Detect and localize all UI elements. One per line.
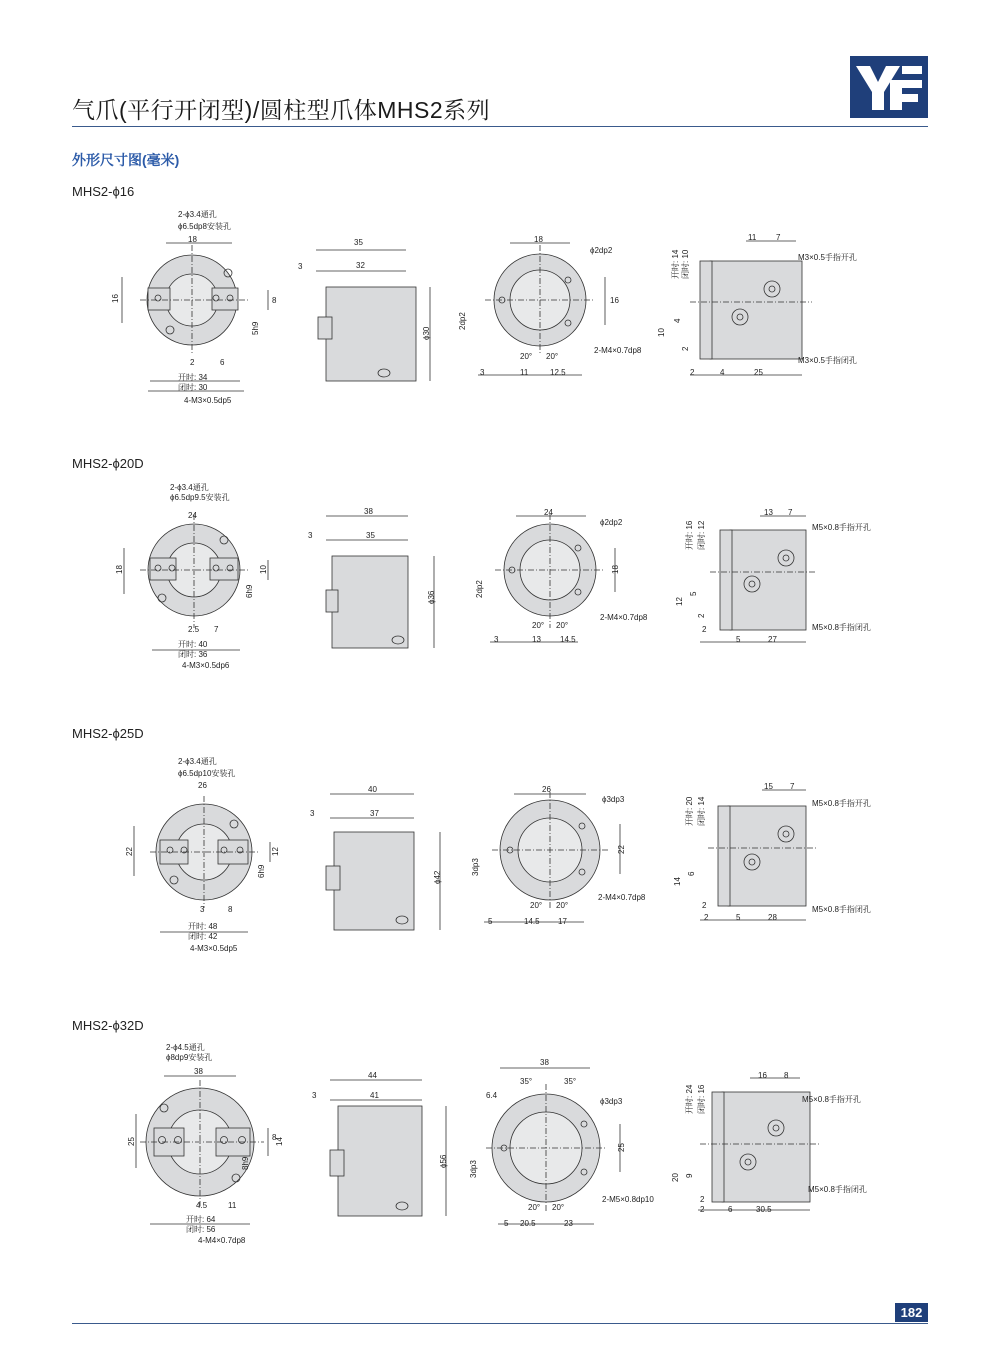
rear-view <box>478 243 605 375</box>
dimension-label: 6 <box>220 358 225 367</box>
dimension-label: ϕ2dp2 <box>590 246 613 255</box>
dimension-label: 20° <box>520 352 533 361</box>
dimension-label: 2 <box>690 368 695 377</box>
dimension-label: ϕ42 <box>433 870 442 884</box>
dimension-label: 20° <box>556 901 569 910</box>
dimension-label: 3 <box>200 905 205 914</box>
model-label: MHS2-ϕ16 <box>72 184 135 199</box>
dimension-label: 18 <box>534 235 543 244</box>
dimension-label: ϕ56 <box>439 1154 448 1168</box>
dimension-label: 4-M3×0.5dp5 <box>184 396 232 405</box>
dimension-label: M3×0.5手指开孔 <box>798 253 857 262</box>
dimension-label: 2 <box>702 625 707 634</box>
dimension-label: 2 <box>700 1195 705 1204</box>
dimension-label: M3×0.5手指闭孔 <box>798 356 857 365</box>
dimension-label: ϕ6.5dp10安装孔 <box>178 769 236 778</box>
dimension-label: 2dp2 <box>458 312 467 330</box>
dimension-label: 20° <box>528 1203 541 1212</box>
dimension-label: 2 <box>704 913 709 922</box>
dimension-label: 41 <box>370 1091 379 1100</box>
dimension-label: 8 <box>784 1071 789 1080</box>
dimension-label: 4-M3×0.5dp5 <box>190 944 238 953</box>
dimension-label: 开时: 24 <box>685 1084 694 1114</box>
dimension-label: 16 <box>610 296 619 305</box>
dimension-label: 7 <box>790 782 795 791</box>
dimension-label: 闭时: 10 <box>681 249 690 279</box>
dimension-label: 2-ϕ3.4通孔 <box>178 757 217 766</box>
dimension-label: M5×0.8手指开孔 <box>812 799 871 808</box>
dimension-label: 闭时: 36 <box>178 650 208 659</box>
dimension-label: 3 <box>298 262 303 271</box>
page-title: 气爪(平行开闭型)/圆柱型爪体MHS2系列 <box>72 97 491 123</box>
dimension-label: 5 <box>736 913 741 922</box>
dimension-label: 11 <box>228 1201 237 1210</box>
model-label: MHS2-ϕ25D <box>72 726 144 741</box>
dimension-label: 14 <box>673 877 682 886</box>
dimension-label: 11 <box>748 233 757 242</box>
side-view <box>330 1080 446 1216</box>
dimension-label: 10 <box>657 328 666 337</box>
dimension-label: 20° <box>532 621 545 630</box>
dimension-label: 6 <box>687 871 696 876</box>
end-view <box>690 241 812 375</box>
dimension-label: 3 <box>312 1091 317 1100</box>
dimension-label: 26 <box>198 781 207 790</box>
dimension-label: 闭时: 56 <box>186 1225 216 1234</box>
dimension-label: 7 <box>214 625 219 634</box>
dimension-label: M5×0.8手指闭孔 <box>812 905 871 914</box>
dimension-label: 2-ϕ4.5通孔 <box>166 1043 205 1052</box>
dimension-label: 2 <box>681 346 690 351</box>
dimension-label: 5 <box>736 635 741 644</box>
dimension-label: 14.5 <box>560 635 576 644</box>
dimension-label: 14.5 <box>524 917 540 926</box>
dimension-label: 20° <box>530 901 543 910</box>
dimension-label: 7 <box>788 508 793 517</box>
dimension-label: 12 <box>675 597 684 606</box>
dimension-label: 4.5 <box>196 1201 208 1210</box>
dimension-label: 3dp3 <box>471 858 480 876</box>
dimension-label: 8 <box>272 1133 277 1142</box>
dimension-label: 38 <box>540 1058 549 1067</box>
dimension-label: 4 <box>673 318 682 323</box>
dimension-label: 28 <box>768 913 777 922</box>
dimension-label: 闭时: 16 <box>697 1084 706 1114</box>
dimension-label: 2-ϕ3.4通孔 <box>170 483 209 492</box>
side-view <box>316 250 430 381</box>
dimension-label: 2 <box>700 1205 705 1214</box>
drawing-mhs2-16 <box>100 205 940 410</box>
dimension-label: ϕ30 <box>422 326 431 340</box>
dimension-label: 27 <box>768 635 777 644</box>
dimension-label: 32 <box>356 261 365 270</box>
end-view <box>700 790 816 920</box>
dimension-label: M5×0.8手指闭孔 <box>808 1185 867 1194</box>
drawing-mhs2-25d <box>100 752 940 962</box>
dimension-label: 12 <box>271 847 280 856</box>
dimension-label: 25 <box>617 1143 626 1152</box>
dimension-label: 2 <box>697 613 706 618</box>
dimension-label: M5×0.8手指开孔 <box>802 1095 861 1104</box>
dimension-label: 开时: 34 <box>178 373 208 382</box>
page-number: 182 <box>895 1303 928 1322</box>
brand-logo <box>850 56 928 118</box>
dimension-label: 35° <box>564 1077 577 1086</box>
dimension-label: ϕ36 <box>427 590 436 604</box>
dimension-label: ϕ3dp3 <box>600 1097 623 1106</box>
section-subtitle: 外形尺寸图(毫米) <box>72 152 180 168</box>
dimension-label: 16 <box>758 1071 767 1080</box>
dimension-label: 开时: 16 <box>685 520 694 550</box>
dimension-label: 3 <box>308 531 313 540</box>
dimension-label: 10 <box>259 565 268 574</box>
dimension-label: 8 <box>228 905 233 914</box>
dimension-label: 闭时: 14 <box>697 796 706 826</box>
dimension-label: 开时: 20 <box>685 796 694 826</box>
dimension-label: 35 <box>366 531 375 540</box>
dimension-label: 2-M4×0.7dp8 <box>594 346 642 355</box>
dimension-label: 2-M5×0.8dp10 <box>602 1195 654 1204</box>
end-view <box>700 516 816 642</box>
dimension-label: 18 <box>611 565 620 574</box>
dimension-label: 35 <box>354 238 363 247</box>
dimension-label: 2-M4×0.7dp8 <box>600 613 648 622</box>
side-view <box>326 794 440 930</box>
dimension-label: 35° <box>520 1077 533 1086</box>
dimension-label: 闭时: 12 <box>697 520 706 550</box>
dimension-label: 2-ϕ3.4通孔 <box>178 210 217 219</box>
dimension-label: 2 <box>190 358 195 367</box>
dimension-label: 2-M4×0.7dp8 <box>598 893 646 902</box>
dimension-label: 24 <box>544 508 553 517</box>
dimension-label: 20 <box>671 1173 680 1182</box>
dimension-label: 17 <box>558 917 567 926</box>
dimension-label: 40 <box>368 785 377 794</box>
dimension-label: 13 <box>764 508 773 517</box>
dimension-label: 闭时: 42 <box>188 932 218 941</box>
dimension-label: 5 <box>689 591 698 596</box>
model-label: MHS2-ϕ32D <box>72 1018 144 1033</box>
dimension-label: 38 <box>194 1067 203 1076</box>
dimension-label: 20° <box>556 621 569 630</box>
dimension-label: ϕ6.5dp8安装孔 <box>178 222 231 231</box>
dimension-label: 15 <box>764 782 773 791</box>
dimension-label: 7 <box>776 233 781 242</box>
dimension-label: 20.5 <box>520 1219 536 1228</box>
dimension-label: 开时: 14 <box>671 249 680 279</box>
dimension-label: 3dp3 <box>469 1160 478 1178</box>
dimension-label: ϕ3dp3 <box>602 795 625 804</box>
model-label: MHS2-ϕ20D <box>72 456 144 471</box>
dimension-label: 20° <box>552 1203 565 1212</box>
dimension-label: 6h9 <box>257 864 266 878</box>
dimension-label: 8h9 <box>241 1156 250 1170</box>
dimension-label: ϕ6.5dp9.5安装孔 <box>170 493 230 502</box>
dimension-label: 23 <box>564 1219 573 1228</box>
dimension-label: 5 <box>488 917 493 926</box>
dimension-label: 4-M4×0.7dp8 <box>198 1236 246 1245</box>
rear-view <box>490 514 615 642</box>
dimension-label: 6 <box>728 1205 733 1214</box>
dimension-label: 16 <box>111 294 120 303</box>
dimension-label: 5 <box>504 1219 509 1228</box>
front-view <box>122 243 268 391</box>
side-view <box>326 516 434 648</box>
dimension-label: 2.5 <box>188 625 200 634</box>
dimension-label: 44 <box>368 1071 377 1080</box>
dimension-label: 37 <box>370 809 379 818</box>
dimension-label: 2 <box>702 901 707 910</box>
dimension-label: 闭时: 30 <box>178 383 208 392</box>
dimension-label: 14 <box>275 1137 284 1146</box>
dimension-label: 开时: 40 <box>178 640 208 649</box>
dimension-label: 25 <box>754 368 763 377</box>
dimension-label: 25 <box>127 1137 136 1146</box>
dimension-label: 6.4 <box>486 1091 498 1100</box>
dimension-label: 4 <box>720 368 725 377</box>
dimension-label: ϕ8dp9安装孔 <box>166 1053 213 1062</box>
dimension-label: 3 <box>480 368 485 377</box>
dimension-label: 4-M3×0.5dp6 <box>182 661 230 670</box>
dimension-label: 3 <box>310 809 315 818</box>
rear-view <box>486 1068 620 1224</box>
dimension-label: 22 <box>617 845 626 854</box>
dimension-label: 2dp2 <box>475 580 484 598</box>
dimension-label: 9 <box>685 1173 694 1178</box>
dimension-label: 26 <box>542 785 551 794</box>
dimension-label: 开时: 48 <box>188 922 218 931</box>
dimension-label: 38 <box>364 507 373 516</box>
dimension-label: 24 <box>188 511 197 520</box>
dimension-label: 8 <box>272 296 277 305</box>
dimension-label: 20° <box>546 352 559 361</box>
dimension-label: 13 <box>532 635 541 644</box>
dimension-label: 18 <box>188 235 197 244</box>
dimension-label: 5h9 <box>251 321 260 335</box>
dimension-label: 开时: 64 <box>186 1215 216 1224</box>
dimension-label: 11 <box>520 368 529 377</box>
dimension-label: 30.5 <box>756 1205 772 1214</box>
dimension-label: M5×0.8手指闭孔 <box>812 623 871 632</box>
drawing-mhs2-20d <box>100 478 940 678</box>
dimension-label: 6h9 <box>245 584 254 598</box>
dimension-label: ϕ2dp2 <box>600 518 623 527</box>
dimension-label: 18 <box>115 565 124 574</box>
drawing-mhs2-32d <box>100 1040 940 1250</box>
header-rule <box>72 126 928 127</box>
dimension-label: 3 <box>494 635 499 644</box>
footer-rule <box>72 1323 928 1324</box>
dimension-label: M5×0.8手指开孔 <box>812 523 871 532</box>
dimension-label: 12.5 <box>550 368 566 377</box>
dimension-label: 22 <box>125 847 134 856</box>
rear-view <box>484 792 620 922</box>
